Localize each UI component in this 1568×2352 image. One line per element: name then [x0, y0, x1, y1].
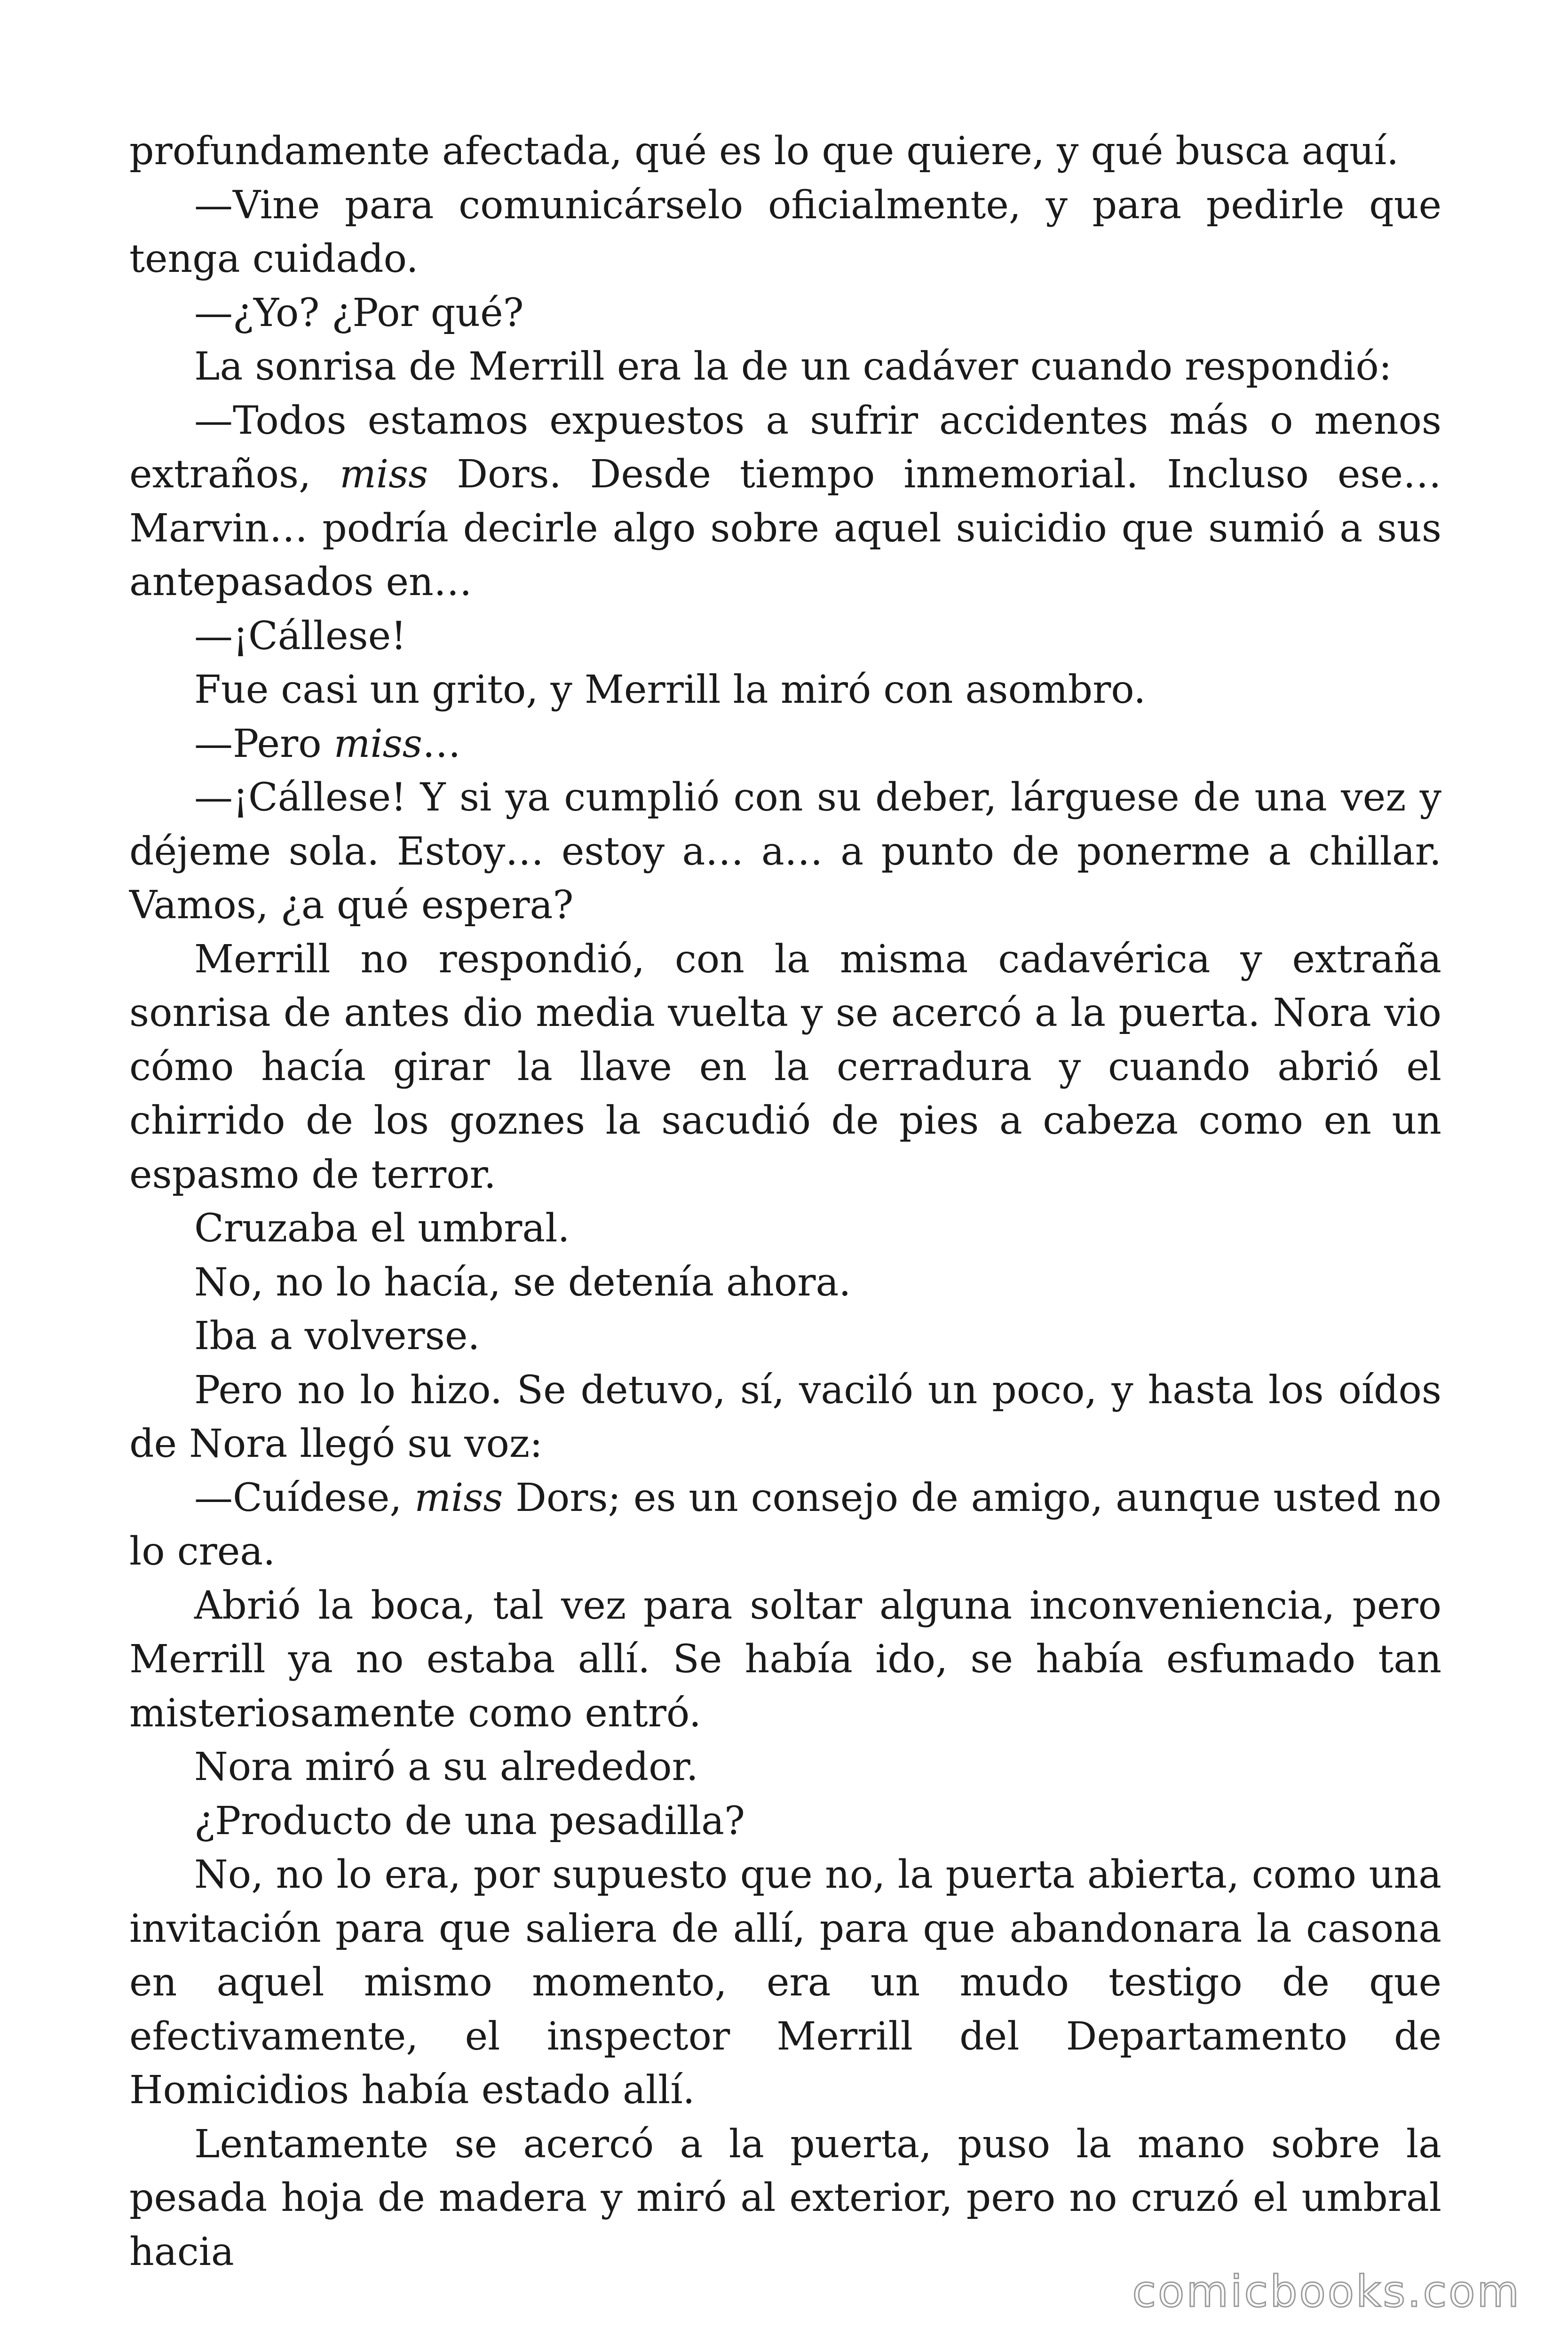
paragraph — [129, 610, 1441, 664]
text-segment: —¡Cállese! Y si ya cumplió con su deber, lárguese de una vez y déjeme sola. Estoy… estoy a… a… a punto de ponerme a chillar. Vamos, ¿a qué espera? — [129, 775, 1441, 928]
text-segment: —Pero — [194, 721, 334, 766]
text-segment: Cruzaba el umbral. — [194, 1206, 570, 1251]
text-segment: … — [422, 721, 461, 766]
paragraph — [129, 1795, 1441, 1849]
paragraph — [129, 1202, 1441, 1256]
paragraph — [129, 2118, 1441, 2280]
paragraph — [129, 394, 1441, 610]
text-segment: Dors. Desde tiempo inmemorial. Incluso ese… Marvin… podría decirle algo sobre aquel suicidio que sumió a sus antepasados en… — [129, 452, 1442, 604]
text-segment: Abrió la boca, tal vez para soltar alguna inconveniencia, pero Merrill ya no estaba allí. Se había ido, se había esfumado tan misteriosamente como entró. — [129, 1583, 1441, 1736]
text-segment: Merrill no respondió, con la misma cadavérica y extraña sonrisa de antes dio media vuelta y se acercó a la puerta. Nora vio cómo hacía girar la llave en la cerradura y cuando abrió el chirrido de los goznes la sacudió de pies a cabeza como en un espasmo de terror. — [129, 937, 1441, 1197]
text-segment: No, no lo hacía, se detenía ahora. — [194, 1260, 851, 1305]
paragraph — [129, 340, 1441, 394]
paragraph — [129, 179, 1441, 286]
watermark-logo: comicbooks.com — [1132, 2266, 1521, 2317]
text-segment: Fue casi un grito, y Merrill la miró con asombro. — [194, 667, 1146, 712]
text-segment: La sonrisa de Merrill era la de un cadáver cuando respondió: — [194, 344, 1392, 389]
italic-text: miss — [414, 1475, 503, 1520]
text-segment: Dors; es un consejo de amigo, aunque usted no lo crea. — [129, 1475, 1441, 1574]
italic-text: miss — [333, 721, 422, 766]
body-text — [129, 125, 1441, 2279]
paragraph — [129, 717, 1441, 771]
paragraph — [129, 1310, 1441, 1364]
text-segment: —Vine para comunicárselo oficialmente, y para pedirle que tenga cuidado. — [129, 183, 1441, 281]
paragraph — [129, 1471, 1441, 1579]
text-segment: Nora miró a su alrededor. — [194, 1745, 698, 1789]
paragraph — [129, 1256, 1441, 1310]
text-segment: Iba a volverse. — [194, 1314, 480, 1359]
paragraph — [129, 1364, 1441, 1471]
paragraph — [129, 771, 1441, 933]
text-segment: —¿Yo? ¿Por qué? — [194, 290, 524, 335]
text-segment: Pero no lo hizo. Se detuvo, sí, vaciló un poco, y hasta los oídos de Nora llegó su voz: — [129, 1367, 1441, 1466]
text-segment: profundamente afectada, qué es lo que quiere, y qué busca aquí. — [129, 129, 1399, 174]
text-segment: —Todos estamos expuestos a sufrir accidentes más o menos extraños, — [129, 398, 1441, 497]
paragraph — [129, 1579, 1441, 1741]
paragraph — [129, 1848, 1441, 2118]
text-segment: ¿Producto de una pesadilla? — [194, 1798, 745, 1843]
italic-text: miss — [340, 452, 428, 497]
text-segment: —¡Cállese! — [194, 613, 407, 659]
paragraph — [129, 1740, 1441, 1795]
paragraph — [129, 663, 1441, 717]
text-segment: —Cuídese, — [194, 1475, 415, 1520]
paragraph — [129, 286, 1441, 341]
text-segment: Lentamente se acercó a la puerta, puso la mano sobre la pesada hoja de madera y miró al exterior, pero no cruzó el umbral hacia — [129, 2122, 1441, 2274]
paragraph — [129, 933, 1441, 1202]
paragraph — [129, 125, 1441, 179]
text-segment: No, no lo era, por supuesto que no, la puerta abierta, como una invitación para que saliera de allí, para que abandonara la casona en aquel mismo momento, era un mudo testigo de que efectivamente, el inspector Merrill del Departamento de Homicidios había estado allí. — [129, 1852, 1441, 2113]
